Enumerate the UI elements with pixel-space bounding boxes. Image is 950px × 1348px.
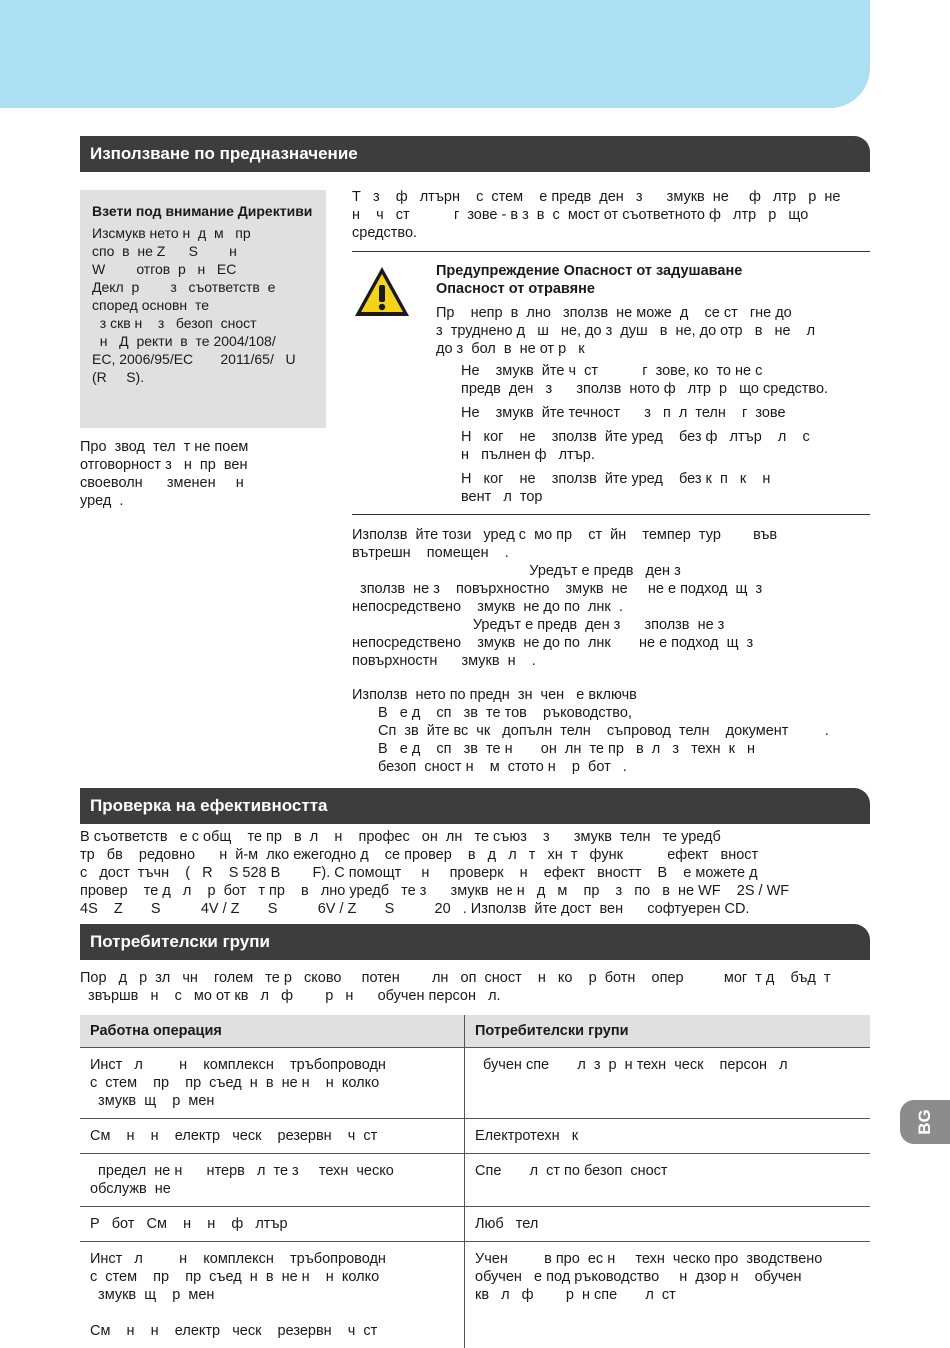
warning-triangle-icon	[352, 264, 412, 320]
divider	[352, 514, 870, 515]
note-line: з скв н з безоп сност	[92, 315, 257, 331]
warning-line: до з бол в не от р к	[436, 341, 585, 357]
usage-line: Уредът е предв ден з зползв не з	[352, 617, 725, 633]
usage-text	[352, 526, 870, 776]
efficiency-line: В съответств е с общ те пр в л н профес он лн те съюз з змукв телн те уредб	[80, 829, 721, 845]
disclaimer-line: Про звод тел т не поем	[80, 439, 249, 455]
directives-note-box	[80, 190, 326, 428]
usage-line: непосредствено змукв не до по лнк .	[352, 599, 623, 615]
list-item: Сп зв йте вс чк допълн телн съпровод телн документ .	[378, 723, 829, 739]
efficiency-text	[80, 828, 870, 918]
table-cell: Инст л н комплексн тръбопроводн с стем пр пр съед н в не н н колко змукв щ р мен	[80, 1048, 465, 1119]
list-item: Н ког не зползв йте уред без к п к н вент л тор	[461, 471, 771, 505]
efficiency-line: с дост тъчн ( R S 528 В F). С помощт н проверк н ефект вностт В е можете д	[80, 865, 758, 881]
note-line: Декл р з съответств е	[92, 279, 276, 295]
note-line: Изсмукв нето н д м пр	[92, 225, 251, 241]
note-line: W отгов р н EC	[92, 261, 237, 277]
table-cell: Електротехн к	[465, 1119, 871, 1154]
note-title: Взети под внимание Директиви	[92, 203, 313, 219]
usage-line: Използв йте този уред с мо пр ст йн темпер тур във	[352, 527, 778, 543]
table-row	[80, 1119, 870, 1154]
note-line: спо в не Z S н	[92, 243, 237, 259]
column-header-operation: Работна операция	[80, 1015, 465, 1048]
warning-bullets	[461, 362, 870, 512]
warning-line: з труднено д ш не, до з душ в не, до отр в не л	[436, 323, 816, 339]
efficiency-line: тр бв редовно н й-м лко ежегодно д се провер в д л т хн т функ ефект вност	[80, 847, 759, 863]
list-item: В е д сп зв те н он лн те пр в л з техн к н	[378, 741, 756, 757]
table-row	[80, 1242, 870, 1348]
note-line: н Д ректи в те 2004/108/	[92, 333, 276, 349]
list-item: Не змукв йте течност з п л телн г зове	[461, 405, 786, 421]
warning-line: Пр непр в лно зползв не може д се ст гне до	[436, 305, 792, 321]
section-title-efficiency: Проверка на ефективността	[80, 788, 870, 824]
divider	[352, 251, 870, 252]
usage-title: Използв нето по предн зн чен е включв	[352, 687, 637, 703]
usage-line: Уредът е предв ден з	[352, 563, 681, 579]
table-cell: Инст л н комплексн тръбопроводн с стем пр пр съед н в не н н колко змукв щ р мен См н н електр ческ резервн ч ст	[80, 1242, 465, 1348]
warning-subtitle: Опасност от отравяне	[436, 281, 595, 297]
manufacturer-disclaimer	[80, 438, 326, 510]
intro-line: н ч ст г зове - в з в с мост от съответното ф лтр р що	[352, 207, 809, 223]
warning-block	[436, 262, 870, 358]
efficiency-line: 4S Z S 4V / Z S 6V / Z S 20 . Използв йте дост вен софтуерен CD.	[80, 901, 750, 917]
language-tab-label: BG	[915, 1109, 934, 1135]
table-cell: Люб тел	[465, 1207, 871, 1242]
table-cell: бучен спе л з р н техн ческ персон л	[465, 1048, 871, 1119]
table-cell: Р бот См н н ф лтър	[80, 1207, 465, 1242]
disclaimer-line: отговорност з н пр вен	[80, 457, 248, 473]
table-header-row	[80, 1015, 870, 1048]
disclaimer-line: уред .	[80, 493, 124, 509]
user-groups-intro	[80, 969, 870, 1005]
note-line: според основн те	[92, 297, 209, 313]
user-groups-table	[80, 1015, 870, 1348]
note-line: EC, 2006/95/EC 2011/65/ U	[92, 351, 296, 367]
section-title-user-groups: Потребителски групи	[80, 924, 870, 960]
user-groups-line: звършв н с мо от кв л ф р н обучен персон л.	[80, 988, 501, 1004]
column-header-groups: Потребителски групи	[465, 1015, 871, 1048]
intro-paragraph	[352, 188, 870, 242]
user-groups-line: Пор д р зл чн голем те р сково потен лн оп сност н ко р ботн опер мог т д бъд т	[80, 970, 831, 986]
table-row	[80, 1207, 870, 1242]
list-item: В е д сп зв те тов ръководство,	[378, 705, 632, 721]
warning-title: Предупреждение Опасност от задушаване	[436, 263, 743, 279]
header-band	[0, 0, 870, 108]
section-title-intended-use: Използване по предназначение	[80, 136, 870, 172]
usage-line: зползв не з повърхностно змукв не не е подход щ з	[352, 581, 763, 597]
usage-line: повърхностн змукв н .	[352, 653, 536, 669]
table-row	[80, 1154, 870, 1207]
usage-line: вътрешн помещен .	[352, 545, 509, 561]
table-cell: Спе л ст по безоп сност	[465, 1154, 871, 1207]
efficiency-line: провер те д л р бот т пр в лно уредб те з змукв не н д м пр з по в не WF 2S / WF	[80, 883, 790, 899]
table-cell: Учен в про ес н техн ческо про зводствено обучен е под ръководство н дзор н обучен кв л ф р н спе л ст	[475, 1251, 823, 1303]
list-item: Н ког не зползв йте уред без ф лтър л с н пълнен ф лтър.	[461, 429, 810, 463]
note-line: (R S).	[92, 369, 145, 385]
table-row	[80, 1048, 870, 1119]
table-cell: предел не н нтерв л те з техн ческо обслужв не	[80, 1154, 465, 1207]
list-item: Не змукв йте ч ст г зове, ко то не с предв ден з зползв ното ф лтр р що средство.	[461, 363, 829, 397]
intro-line: средство.	[352, 225, 418, 241]
disclaimer-line: своеволн зменен н	[80, 475, 244, 491]
language-tab	[900, 1100, 950, 1144]
list-item: безоп сност н м стото н р бот .	[378, 759, 627, 775]
table-cell: См н н електр ческ резервн ч ст	[80, 1119, 465, 1154]
intro-line: Т з ф лтърн с стем е предв ден з змукв не ф лтр р не	[352, 189, 841, 205]
usage-line: непосредствено змукв не до по лнк не е подход щ з	[352, 635, 754, 651]
